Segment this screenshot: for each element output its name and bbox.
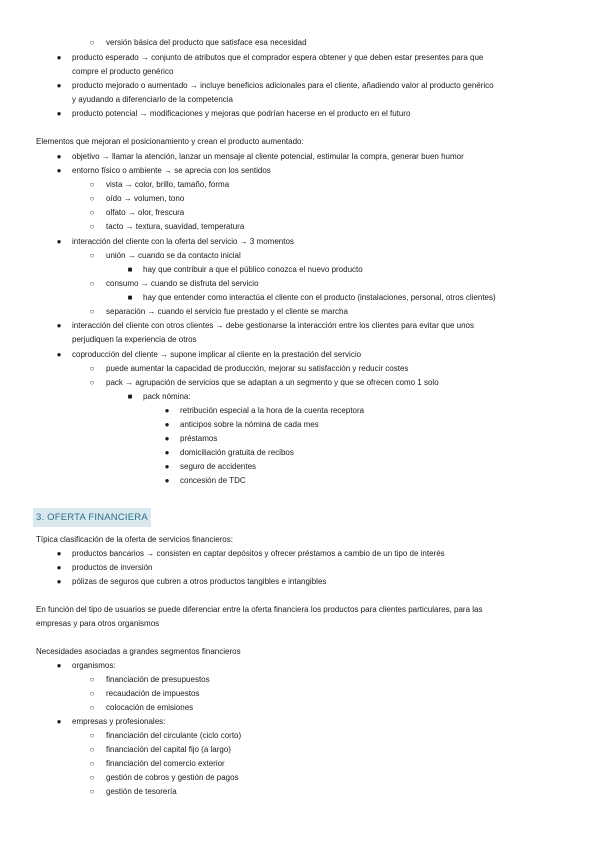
- circle-bullet-icon: ○: [89, 251, 95, 260]
- disc-bullet-icon: ●: [56, 577, 62, 586]
- disc-bullet-icon: ●: [56, 81, 62, 90]
- text-line: organismos:: [72, 661, 116, 670]
- disc-bullet-icon: ●: [56, 717, 62, 726]
- text-line: puede aumentar la capacidad de producción, mejorar su satisfacción y reducir costes: [106, 364, 409, 373]
- disc-bullet-icon: ●: [56, 661, 62, 670]
- text-line: unión → cuando se da contacto inicial: [106, 251, 241, 260]
- disc-bullet-icon: ●: [164, 462, 170, 471]
- disc-bullet-icon: ●: [164, 406, 170, 415]
- text-line: producto esperado → conjunto de atributos que el comprador espera obtener y que deben estar presentes para que: [72, 53, 484, 62]
- circle-bullet-icon: ○: [89, 787, 95, 796]
- section-heading: 3. OFERTA FINANCIERA: [36, 512, 148, 523]
- disc-bullet-icon: ●: [56, 109, 62, 118]
- text-line: seguro de accidentes: [180, 462, 257, 471]
- text-line: gestión de cobros y gestión de pagos: [106, 773, 239, 782]
- square-bullet-icon: ■: [127, 392, 133, 401]
- square-bullet-icon: ■: [127, 293, 133, 302]
- disc-bullet-icon: ●: [56, 166, 62, 175]
- circle-bullet-icon: ○: [89, 222, 95, 231]
- text-line: Necesidades asociadas a grandes segmentos financieros: [36, 647, 241, 656]
- disc-bullet-icon: ●: [164, 448, 170, 457]
- text-line: pólizas de seguros que cubren a otros productos tangibles e intangibles: [72, 577, 327, 586]
- text-line: financiación del circulante (ciclo corto): [106, 731, 242, 740]
- text-line: coproducción del cliente → supone implicar al cliente en la prestación del servicio: [72, 350, 362, 359]
- disc-bullet-icon: ●: [56, 321, 62, 330]
- circle-bullet-icon: ○: [89, 745, 95, 754]
- text-line: anticipos sobre la nómina de cada mes: [180, 420, 319, 429]
- circle-bullet-icon: ○: [89, 180, 95, 189]
- disc-bullet-icon: ●: [56, 563, 62, 572]
- text-line: entorno físico o ambiente → se aprecia con los sentidos: [72, 166, 271, 175]
- text-line: y ayudando a diferenciarlo de la competencia: [72, 95, 233, 104]
- text-line: olfato → olor, frescura: [106, 208, 185, 217]
- circle-bullet-icon: ○: [89, 208, 95, 217]
- text-line: pack → agrupación de servicios que se adaptan a un segmento y que se ofrecen como 1 solo: [106, 378, 439, 387]
- text-line: recaudación de impuestos: [106, 689, 200, 698]
- text-line: pack nómina:: [143, 392, 191, 401]
- text-line: gestión de tesorería: [106, 787, 177, 796]
- text-line: financiación del comercio exterior: [106, 759, 225, 768]
- circle-bullet-icon: ○: [89, 364, 95, 373]
- text-line: interacción del cliente con otros clientes → debe gestionarse la interacción entre los clientes para evitar que unos: [72, 321, 475, 330]
- text-line: financiación del capital fijo (a largo): [106, 745, 231, 754]
- disc-bullet-icon: ●: [56, 350, 62, 359]
- disc-bullet-icon: ●: [164, 476, 170, 485]
- text-line: perjudiquen la experiencia de otros: [72, 335, 197, 344]
- disc-bullet-icon: ●: [56, 53, 62, 62]
- text-line: empresas y profesionales:: [72, 717, 166, 726]
- text-line: concesión de TDC: [180, 476, 246, 485]
- text-line: retribución especial a la hora de la cuenta receptora: [180, 406, 365, 415]
- circle-bullet-icon: ○: [89, 307, 95, 316]
- circle-bullet-icon: ○: [89, 759, 95, 768]
- circle-bullet-icon: ○: [89, 703, 95, 712]
- text-line: productos de inversión: [72, 563, 153, 572]
- text-line: empresas y para otros organismos: [36, 619, 160, 628]
- text-line: compre el producto genérico: [72, 67, 174, 76]
- text-line: oído → volumen, tono: [106, 194, 185, 203]
- disc-bullet-icon: ●: [56, 152, 62, 161]
- text-line: En función del tipo de usuarios se puede diferenciar entre la oferta financiera los productos para clientes particulares, para las: [36, 605, 483, 614]
- text-line: colocación de emisiones: [106, 703, 194, 712]
- text-line: Elementos que mejoran el posicionamiento y crean el producto aumentado:: [36, 137, 304, 146]
- text-line: producto mejorado o aumentado → incluye beneficios adicionales para el cliente, añadiendo valor al producto genérico: [72, 81, 494, 90]
- circle-bullet-icon: ○: [89, 279, 95, 288]
- text-line: préstamos: [180, 434, 218, 443]
- disc-bullet-icon: ●: [164, 420, 170, 429]
- circle-bullet-icon: ○: [89, 675, 95, 684]
- square-bullet-icon: ■: [127, 265, 133, 274]
- text-line: objetivo → llamar la atención, lanzar un mensaje al cliente potencial, estimular la compra, generar buen humor: [72, 152, 464, 161]
- text-line: Típica clasificación de la oferta de servicios financieros:: [36, 535, 233, 544]
- text-line: tacto → textura, suavidad, temperatura: [106, 222, 245, 231]
- circle-bullet-icon: ○: [89, 38, 95, 47]
- text-line: separación → cuando el servicio fue prestado y el cliente se marcha: [106, 307, 348, 316]
- disc-bullet-icon: ●: [56, 237, 62, 246]
- circle-bullet-icon: ○: [89, 731, 95, 740]
- circle-bullet-icon: ○: [89, 378, 95, 387]
- text-line: consumo → cuando se disfruta del servicio: [106, 279, 259, 288]
- text-line: financiación de presupuestos: [106, 675, 210, 684]
- text-line: interacción del cliente con la oferta del servicio → 3 momentos: [72, 237, 294, 246]
- text-line: vista → color, brillo, tamaño, forma: [106, 180, 230, 189]
- circle-bullet-icon: ○: [89, 689, 95, 698]
- circle-bullet-icon: ○: [89, 773, 95, 782]
- disc-bullet-icon: ●: [164, 434, 170, 443]
- text-line: versión básica del producto que satisface esa necesidad: [106, 38, 307, 47]
- text-line: hay que entender como interactúa el cliente con el producto (instalaciones, personal, otros clientes): [143, 293, 496, 302]
- disc-bullet-icon: ●: [56, 549, 62, 558]
- text-line: domiciliación gratuita de recibos: [180, 448, 294, 457]
- text-line: producto potencial → modificaciones y mejoras que podrían hacerse en el producto en el futuro: [72, 109, 411, 118]
- text-line: productos bancarios → consisten en captar depósitos y ofrecer préstamos a cambio de un tipo de interés: [72, 549, 445, 558]
- text-line: hay que contribuir a que el público conozca el nuevo producto: [143, 265, 363, 274]
- circle-bullet-icon: ○: [89, 194, 95, 203]
